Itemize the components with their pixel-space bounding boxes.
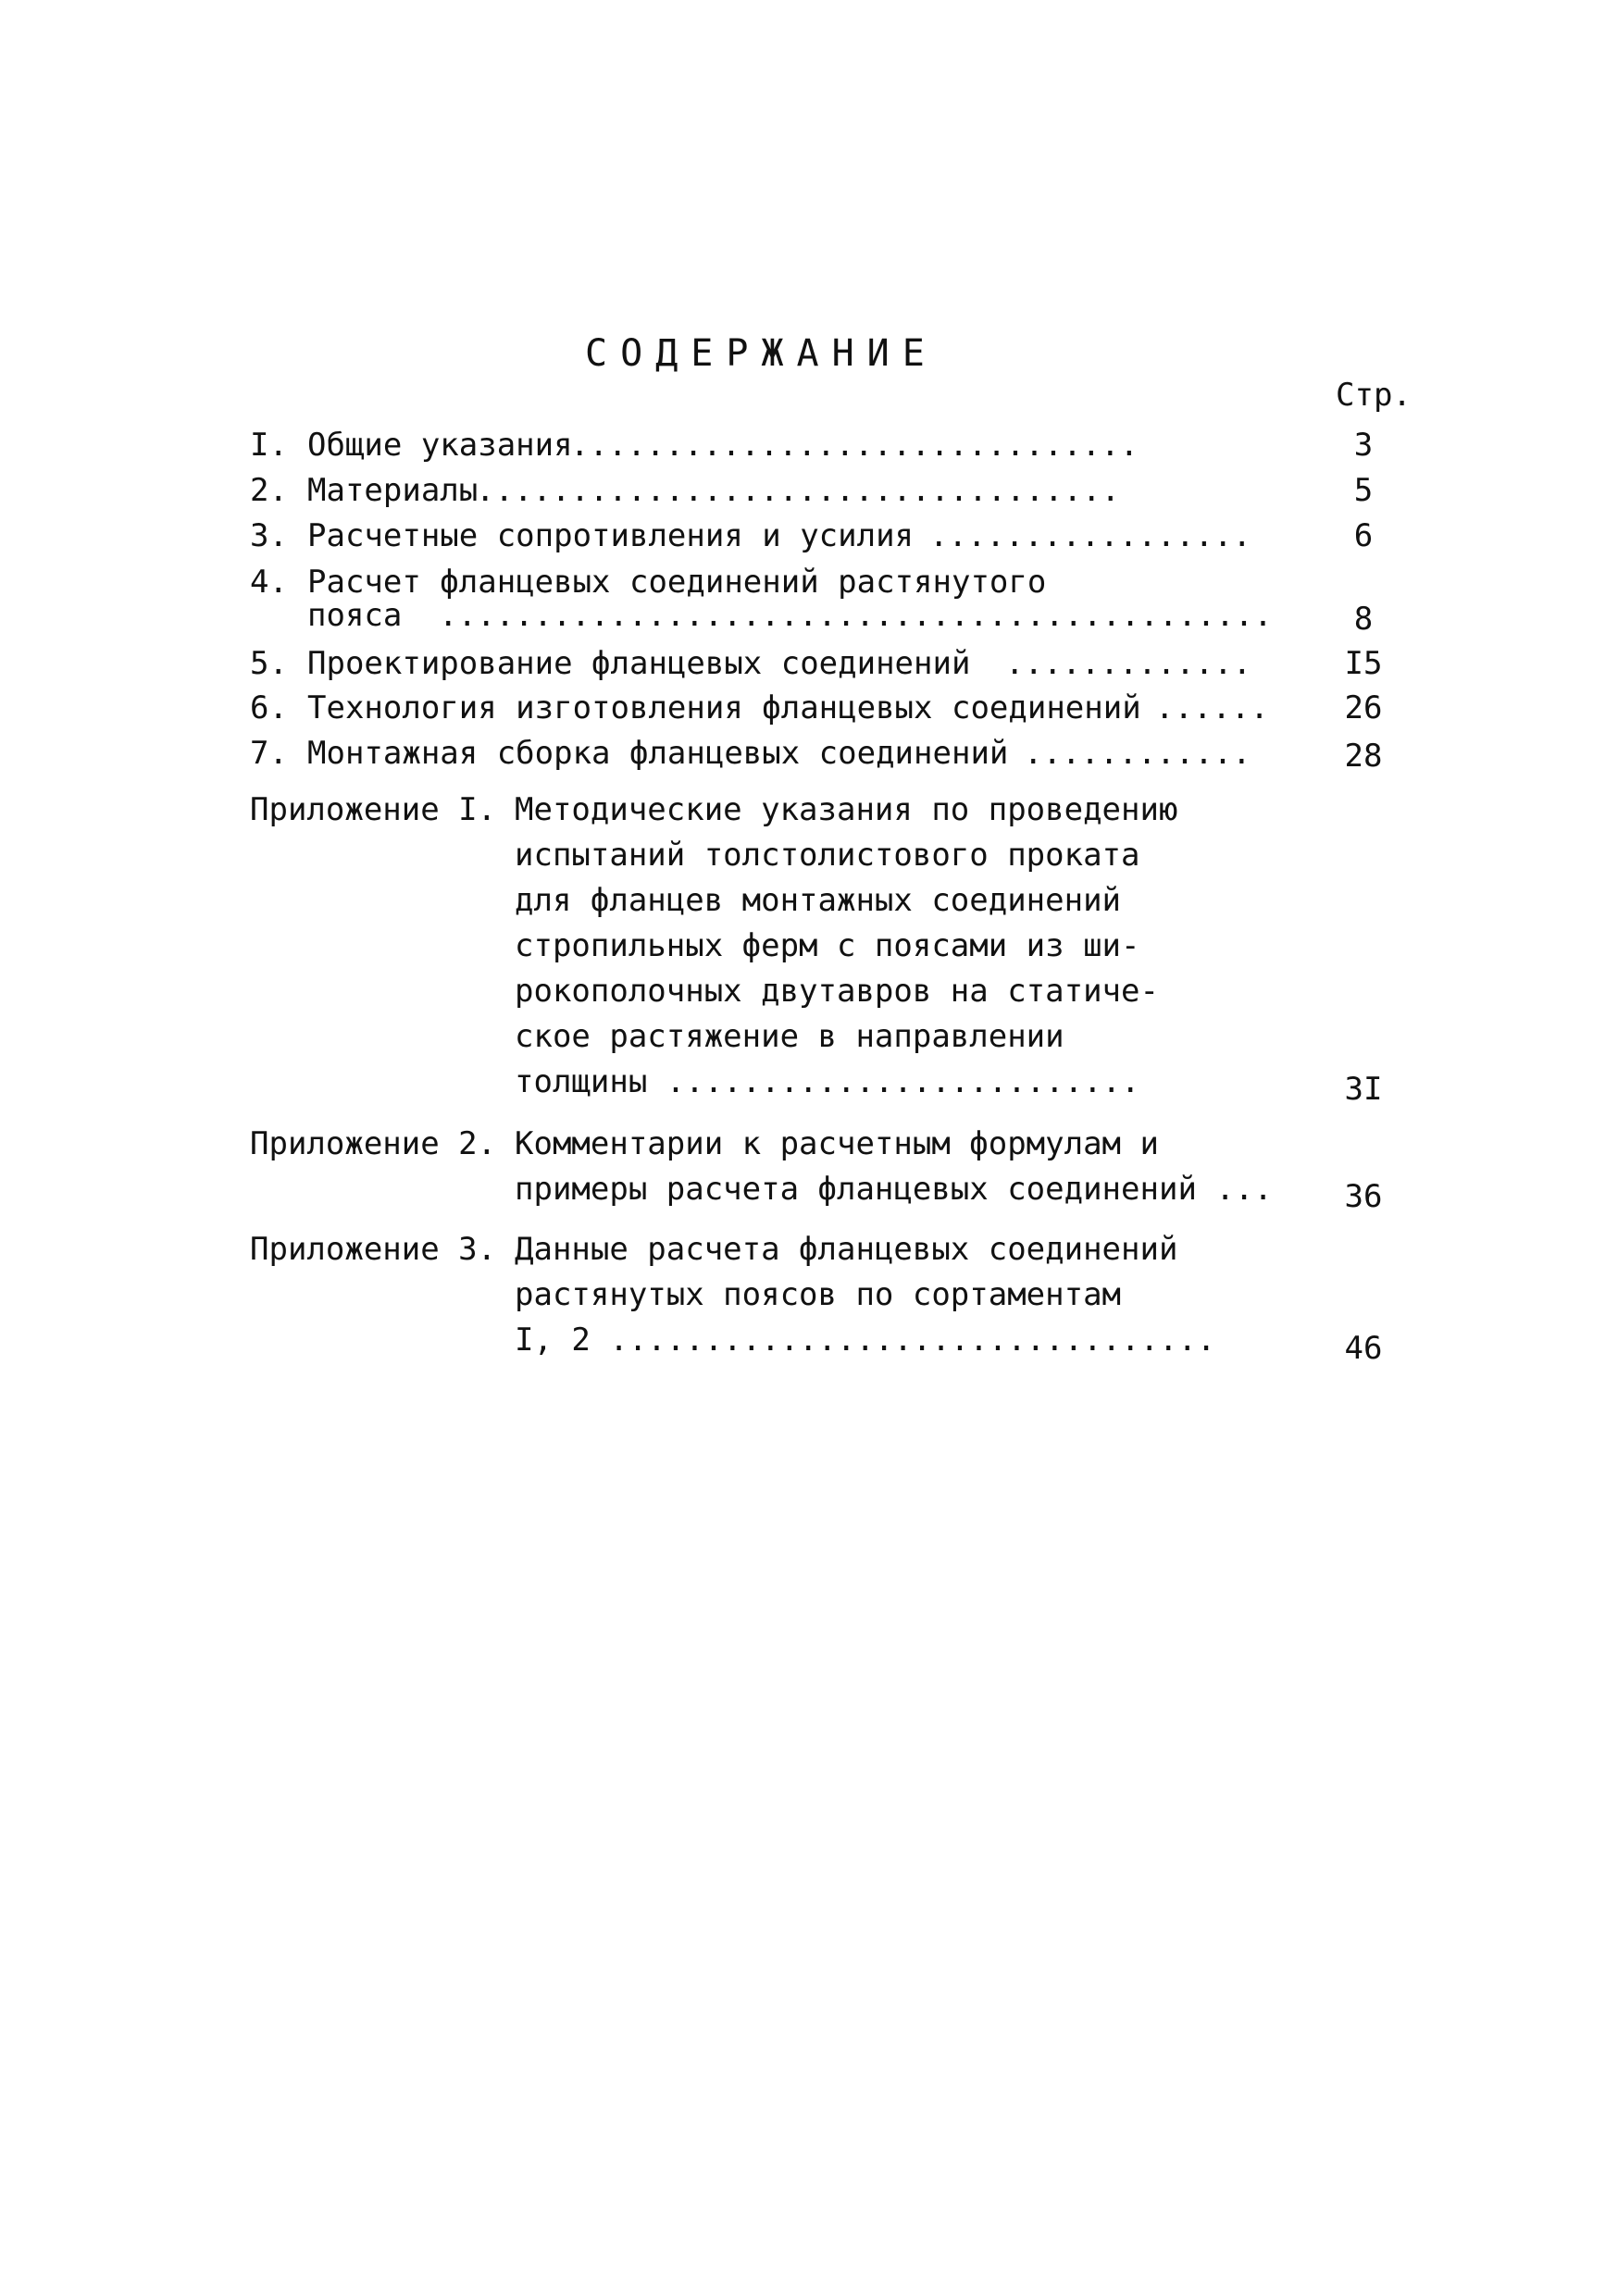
toc-entry-page: 6: [1353, 517, 1374, 554]
appendix-label: Приложение 2.: [250, 1125, 497, 1162]
toc-entry-page: 28: [1344, 738, 1383, 775]
page-title: СОДЕРЖАНИЕ: [585, 332, 938, 375]
toc-entry-page: 3: [1353, 427, 1374, 464]
appendix-text-line: растянутых поясов по сортаментам: [515, 1276, 1122, 1313]
toc-entry-title-continued: пояса: [307, 597, 403, 634]
dot-leader: .................: [929, 517, 1251, 554]
toc-entry-page: I5: [1344, 645, 1383, 682]
appendix-text-line: для фланцев монтажных соединений: [515, 882, 1122, 919]
toc-entry-title: Расчет фланцевых соединений растянутого: [307, 564, 1047, 601]
toc-entry-number: 6.: [250, 689, 288, 726]
appendix-label: Приложение I.: [250, 791, 497, 828]
appendix-text-line: Данные расчета фланцевых соединений: [515, 1231, 1178, 1268]
toc-entry-number: 2.: [250, 472, 288, 509]
toc-entry-number: 7.: [250, 735, 288, 772]
toc-entry-title: Расчетные сопротивления и усилия: [307, 517, 915, 554]
appendix-text-line: испытаний толстолистового проката: [515, 837, 1140, 874]
toc-entry-title: Проектирование фланцевых соединений: [307, 645, 971, 682]
appendix-page: 3I: [1344, 1071, 1383, 1108]
appendix-text-line: ское растяжение в направлении: [515, 1018, 1064, 1055]
toc-entry-number: 3.: [250, 517, 288, 554]
appendix-page: 46: [1344, 1330, 1383, 1367]
toc-entry-page: 5: [1353, 472, 1374, 509]
toc-entry-title: Общие указания: [307, 427, 573, 464]
dot-leader: .............: [1005, 645, 1252, 682]
toc-entry-number: I.: [250, 427, 288, 464]
appendix-text-line: примеры расчета фланцевых соединений ...: [515, 1171, 1273, 1208]
dot-leader: ............: [1024, 735, 1251, 772]
dot-leader: ......: [1155, 689, 1269, 726]
dot-leader: ............................................: [439, 597, 1273, 634]
appendix-text-line: рокополочных двутавров на статиче-: [515, 973, 1159, 1010]
toc-entry-number: 5.: [250, 645, 288, 682]
toc-entry-page: 8: [1353, 601, 1374, 638]
toc-entry-title: Технология изготовления фланцевых соединений: [307, 689, 1141, 726]
appendix-label: Приложение 3.: [250, 1231, 497, 1268]
toc-entry-title: Монтажная сборка фланцевых соединений: [307, 735, 1009, 772]
page-column-header: Стр.: [1336, 377, 1412, 414]
toc-entry-title: Материалы: [307, 472, 479, 509]
appendix-text-line: толщины .........................: [515, 1063, 1140, 1100]
dot-leader: ..............................: [570, 427, 1139, 464]
appendix-page: 36: [1344, 1178, 1383, 1215]
appendix-text-line: I, 2 ................................: [515, 1322, 1216, 1359]
appendix-text-line: стропильных ферм с поясами из ши-: [515, 927, 1140, 964]
dot-leader: ..................................: [476, 472, 1120, 509]
appendix-text-line: Методические указания по проведению: [515, 791, 1178, 828]
toc-entry-page: 26: [1344, 689, 1383, 726]
toc-entry-number: 4.: [250, 564, 288, 601]
appendix-text-line: Комментарии к расчетным формулам и: [515, 1125, 1159, 1162]
